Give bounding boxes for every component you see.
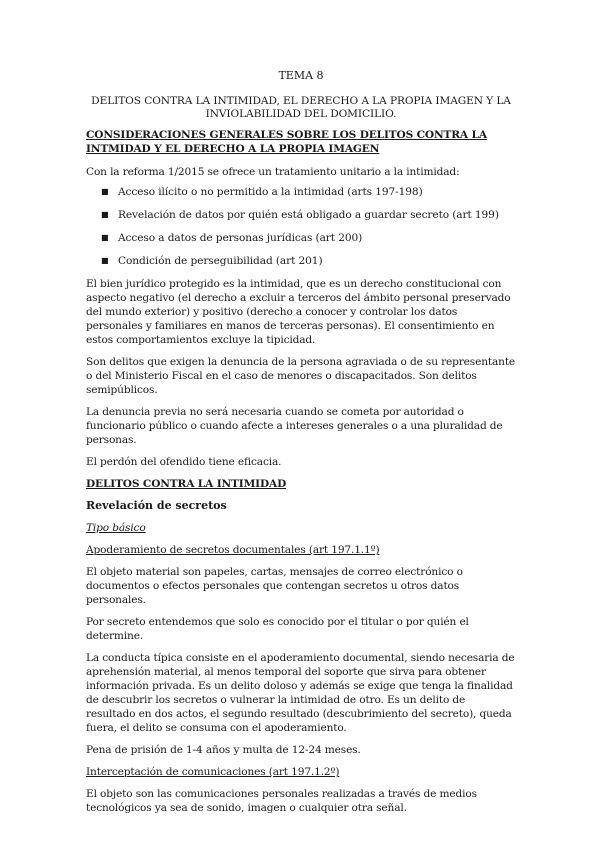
bullet-icon: ■ <box>101 256 109 265</box>
heading-apoderamiento: Apoderamiento de secretos documentales (art 197.1.1º) <box>86 544 380 556</box>
subheading-tipo-basico: Tipo básico <box>86 522 146 534</box>
heading-interceptacion: Interceptación de comunicaciones (art 197.1.2º) <box>86 766 340 778</box>
title-line-1: DELITOS CONTRA LA INTIMIDAD, EL DERECHO A LA PROPIA IMAGEN Y LA <box>91 95 511 107</box>
article-list <box>86 185 516 268</box>
bullet-icon: ■ <box>101 233 109 242</box>
topic-number: TEMA 8 <box>278 69 324 82</box>
paragraph-denuncia-previa: La denuncia previa no será necesaria cuando se cometa por autoridad o funcionario público o cuando afecte a intereses generales o a una pluralidad de personas. <box>86 406 503 446</box>
bullet-icon: ■ <box>101 210 109 219</box>
paragraph-denuncia: Son delitos que exigen la denuncia de la persona agraviada o de su representante o del Ministerio Fiscal en el caso de menores o discapacitados. Son delitos semipúblicos. <box>86 356 516 396</box>
section-heading-general: CONSIDERACIONES GENERALES SOBRE LOS DELITOS CONTRA LA INTMIDAD Y EL DERECHO A LA PROPIA IMAGEN <box>86 129 487 155</box>
title-line-2: INVIOLABILIDAD DEL DOMICILIO. <box>205 108 397 120</box>
list-item: ■ Acceso ilícito o no permitido a la intimidad (arts 197-198) <box>101 186 423 198</box>
paragraph-secreto: Por secreto entendemos que solo es conocido por el titular o por quién el determine. <box>86 616 469 642</box>
subsection-heading-revelacion: Revelación de secretos <box>86 499 227 512</box>
paragraph-objeto-material: El objeto material son papeles, cartas, mensajes de correo electrónico o documentos o efectos personales que contengan secretos u otros datos personales. <box>86 566 463 606</box>
paragraph-conducta: La conducta típica consiste en el apoderamiento documental, siendo necesaria de aprehensión material, al menos temporal del soporte que sirva para obtener información privada. Es un delito doloso y además se exige que tenga la finalidad de descubrir los secretos o vulnerar la intimidad de otro. Es un delito de resultado en dos actos, el segundo resultado (descubrimiento del secreto), queda fuera, el delito se consuma con el apoderamiento. <box>86 652 515 734</box>
list-item: ■ Condición de perseguibilidad (art 201) <box>101 255 323 267</box>
section-heading-intimidad: DELITOS CONTRA LA INTIMIDAD <box>86 478 287 490</box>
intro-paragraph: Con la reforma 1/2015 se ofrece un tratamiento unitario a la intimidad: <box>86 166 460 178</box>
paragraph-bien-juridico: El bien jurídico protegido es la intimidad, que es un derecho constitucional con aspecto negativo (el derecho a excluir a terceros del ámbito personal preservado del mundo exterior) y positivo (derecho a conocer y controlar los datos personales y familiares en manos de terceras personas). El consentimiento en estos comportamientos excluye la tipicidad. <box>86 278 511 346</box>
document-title <box>86 95 516 121</box>
paragraph-pena: Pena de prisión de 1-4 años y multa de 12-24 meses. <box>86 744 361 756</box>
bullet-icon: ■ <box>101 187 109 196</box>
paragraph-comunicaciones: El objeto son las comunicaciones personales realizadas a través de medios tecnológicos ya sea de sonido, imagen o cualquier otra señal. <box>86 788 477 814</box>
paragraph-perdon: El perdón del ofendido tiene eficacia. <box>86 456 282 468</box>
list-item: ■ Acceso a datos de personas jurídicas (art 200) <box>101 232 363 244</box>
list-item: ■ Revelación de datos por quién está obligado a guardar secreto (art 199) <box>101 209 499 221</box>
